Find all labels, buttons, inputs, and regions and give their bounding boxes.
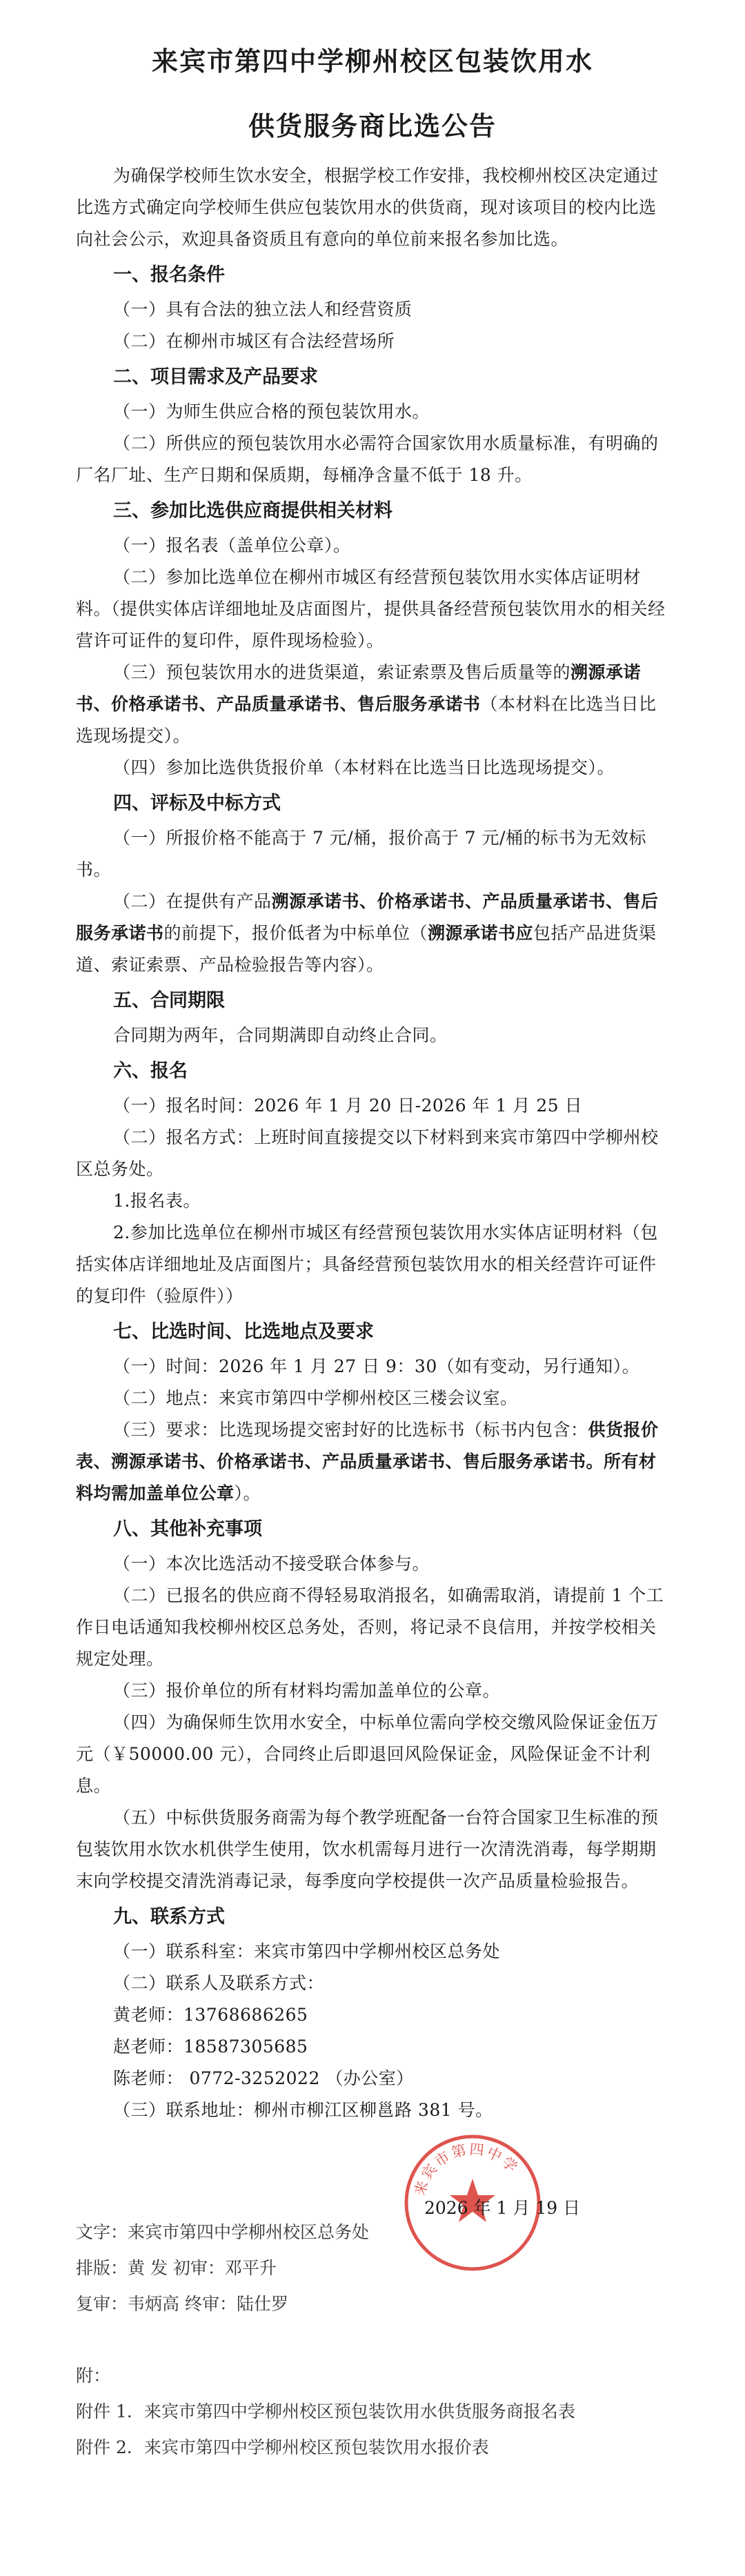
section-heading-5: 五、合同期限	[113, 990, 225, 1011]
attachments-label: 附：	[76, 2366, 111, 2386]
section-heading-9: 九、联系方式	[113, 1906, 225, 1928]
attachment-2: 附件 2．来宾市第四中学柳州校区预包装饮用水报价表	[76, 2437, 489, 2457]
section-heading-7: 七、比选时间、比选地点及要求	[113, 1321, 374, 1343]
section4-item1: （一）所报价格不能高于 7 元/桶，报价高于 7 元/桶的标书为无效标书。	[76, 828, 646, 880]
section-heading-8: 八、其他补充事项	[113, 1518, 262, 1540]
section7-item3	[76, 1414, 669, 1509]
section9-item3: （三）联系地址：柳州市柳江区柳邕路 381 号。	[113, 2100, 493, 2120]
section7-item3-text: （三）要求：比选现场提交密封好的比选标书（标书内包含：	[113, 1420, 588, 1440]
section4-item2	[76, 886, 669, 981]
section4-item2-bold: 溯源承诺书、价格承诺书、产品质量承诺书、售后服务承诺书	[76, 891, 659, 943]
section2-item1: （一）为师生供应合格的预包装饮用水。	[113, 402, 430, 422]
page-title-line2: 供货服务商比选公告	[248, 111, 497, 141]
attachment-1: 附件 1．来宾市第四中学柳州校区预包装饮用水供货服务商报名表	[76, 2401, 575, 2421]
section-heading-1: 一、报名条件	[113, 264, 225, 286]
section9-item1: （一）联系科室：来宾市第四中学柳州校区总务处	[113, 1941, 501, 1961]
section3-item3	[76, 657, 669, 752]
section4-item2-text: （二）在提供有产品	[113, 891, 272, 911]
contact-phone-zhao: 赵老师：18587305685	[113, 2037, 308, 2057]
section2-item2: （二）所供应的预包装饮用水必需符合国家饮用水质量标准，有明确的厂名厂址、生产日期和保质期，每桶净含量不低于 18 升。	[76, 433, 659, 485]
section9-item2: （二）联系人及联系方式：	[113, 1973, 325, 1993]
section3-item3-tail: （本材料在比选当日比选现场提交）。	[76, 694, 657, 746]
section3-item3-bold: 溯源承诺书、价格承诺书、产品质量承诺书、售后服务承诺书	[76, 662, 642, 714]
section3-item2: （二）参加比选单位在柳州市城区有经营预包装饮用水实体店证明材料。（提供实体店详细地址及店面图片，提供具备经营预包装饮用水的相关经营许可证件的复印件，原件现场检验）。	[76, 567, 666, 651]
section4-item2-mid: 的前提下，报价低者为中标单位（	[163, 923, 428, 943]
section3-item1: （一）报名表（盖单位公章）。	[113, 535, 351, 555]
section3-item3-text: （三）预包装饮用水的进货渠道，索证索票及售后质量等的	[113, 662, 571, 682]
footer-spacer	[76, 2322, 683, 2358]
section7-item1: （一）时间：2026 年 1 月 27 日 9：30（如有变动，另行通知）。	[113, 1356, 640, 1376]
svg-text:来宾市第四中学: 来宾市第四中学	[411, 2141, 522, 2198]
section-heading-4: 四、评标及中标方式	[113, 793, 281, 814]
section1-item1: （一）具有合法的独立法人和经营资质	[113, 299, 413, 319]
contact-phone-huang: 黄老师：13768686265	[113, 2005, 308, 2025]
section-heading-3: 三、参加比选供应商提供相关材料	[113, 500, 393, 522]
contact-phone-chen: 陈老师： 0772-3252022 （办公室）	[113, 2068, 414, 2088]
document-footer	[76, 2215, 683, 2466]
announcement-body	[76, 160, 669, 2285]
section-heading-2: 二、项目需求及产品要求	[113, 366, 318, 388]
text-credit: 文字：来宾市第四中学柳州校区总务处	[76, 2222, 370, 2242]
section4-item2-bold2: 溯源承诺书应	[428, 923, 534, 943]
section1-item2: （二）在柳州市城区有合法经营场所	[113, 331, 395, 351]
section6-item3: 1.报名表。	[113, 1191, 201, 1211]
review-credit: 复审：韦炳高 终审：陆仕罗	[76, 2294, 288, 2314]
section8-item5: （五）中标供货服务商需为每个教学班配备一台符合国家卫生标准的预包装饮用水饮水机供学生使用，饮水机需每月进行一次清洗消毒，每学期期末向学校提交清洗消毒记录，每季度向学校提供一次产品质量检验报告。	[76, 1807, 659, 1891]
section7-item2: （二）地点：来宾市第四中学柳州校区三楼会议室。	[113, 1388, 518, 1408]
signature-date: 2026 年 1 月 19 日	[424, 2198, 581, 2218]
layout-credit: 排版：黄 发 初审：邓平升	[76, 2258, 277, 2278]
section3-item4: （四）参加比选供货报价单（本材料在比选当日比选现场提交）。	[113, 757, 615, 777]
section6-item1: （一）报名时间：2026 年 1 月 20 日-2026 年 1 月 25 日	[113, 1096, 583, 1116]
section8-item3: （三）报价单位的所有材料均需加盖单位的公章。	[113, 1681, 501, 1701]
section5-text: 合同期为两年，合同期满即自动终止合同。	[113, 1025, 448, 1045]
section6-item4: 2.参加比选单位在柳州市城区有经营预包装饮用水实体店证明材料（包括实体店详细地址及店面图片；具备经营预包装饮用水的相关经营许可证件的复印件（验原件））	[76, 1222, 658, 1306]
section8-item1: （一）本次比选活动不接受联合体参与。	[113, 1554, 430, 1574]
section-heading-6: 六、报名	[113, 1060, 188, 1082]
section8-item4: （四）为确保师生饮用水安全，中标单位需向学校交缴风险保证金伍万元（￥50000.00 元），合同终止后即退回风险保证金，风险保证金不计利息。	[76, 1712, 659, 1796]
section4-item2-tail: 包括产品进货渠道、索证索票、产品检验报告等内容）。	[76, 923, 657, 975]
section7-item3-bold: 供货报价表、溯源承诺书、价格承诺书、产品质量承诺书、售后服务承诺书。所有材料均需加盖单位公章	[76, 1420, 659, 1503]
page-title-line1: 来宾市第四中学柳州校区包装饮用水	[151, 46, 593, 77]
intro-paragraph: 为确保学校师生饮水安全，根据学校工作安排，我校柳州校区决定通过比选方式确定向学校师生供应包装饮用水的供货商，现对该项目的校内比选向社会公示，欢迎具备资质且有意向的单位前来报名参加比选。	[76, 166, 659, 249]
section7-item3-tail: ）。	[234, 1483, 261, 1503]
section8-item2: （二）已报名的供应商不得轻易取消报名，如确需取消，请提前 1 个工作日电话通知我校柳州校区总务处，否则，将记录不良信用，并按学校相关规定处理。	[76, 1585, 664, 1669]
section6-item2: （二）报名方式：上班时间直接提交以下材料到来宾市第四中学柳州校区总务处。	[76, 1127, 659, 1179]
